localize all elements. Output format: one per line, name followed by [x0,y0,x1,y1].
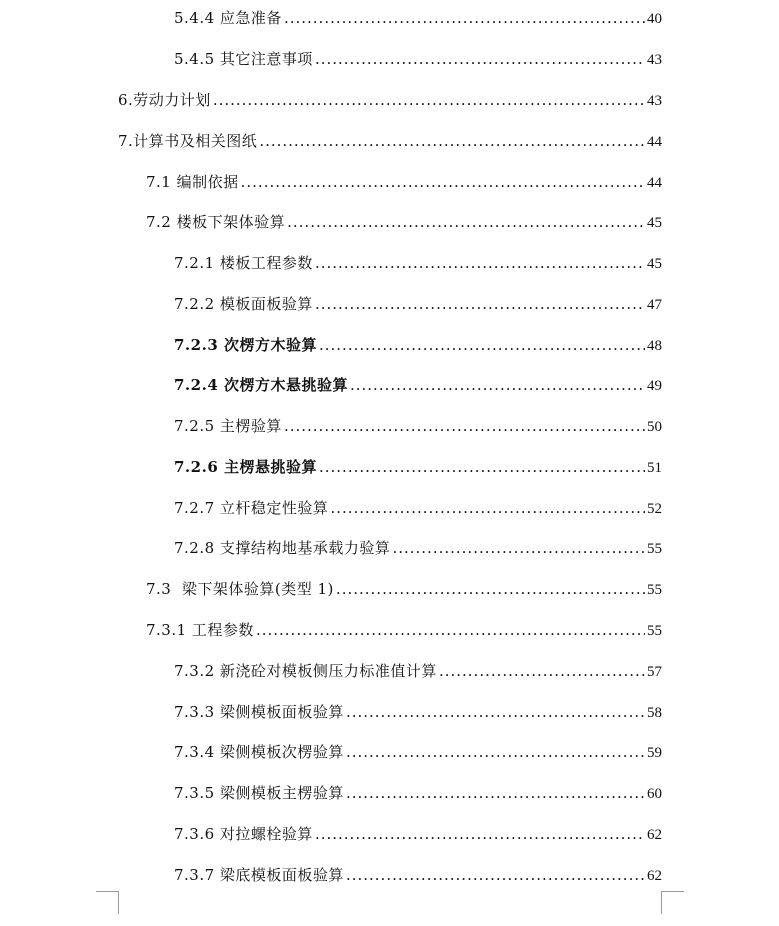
toc-entry-title: 7.3.3 梁侧模板面板验算 [174,703,344,721]
toc-entry[interactable] [174,48,662,70]
toc-entry-title: 7.3.2 新浇砼对模板侧压力标准值计算 [174,662,437,680]
toc-dot-leader [330,497,645,519]
toc-dot-leader [315,252,645,274]
toc-entry-page: 49 [647,378,662,394]
toc-entry[interactable] [174,741,662,763]
toc-entry-page: 52 [647,501,662,517]
toc-entry[interactable] [174,660,662,682]
toc-entry-title: 7.3.4 梁侧模板次楞验算 [174,743,344,761]
toc-entry-page: 40 [647,11,662,27]
toc-entry-page: 48 [647,338,662,354]
toc-entry[interactable] [118,89,662,111]
toc-entry[interactable] [146,619,662,641]
toc-entry[interactable] [146,578,662,600]
toc-entry-page: 58 [647,705,662,721]
toc-entry-title: 7.2.1 楼板工程参数 [174,254,313,272]
toc-dot-leader [392,537,645,559]
toc-dot-leader [346,701,645,723]
toc-entry-title: 7.3.6 对拉螺栓验算 [174,825,313,843]
toc-entry-page: 51 [647,460,662,476]
toc-dot-leader [256,619,645,641]
toc-dot-leader [319,456,645,478]
toc-dot-leader [346,782,645,804]
toc-entry[interactable] [174,497,662,519]
toc-dot-leader [346,741,645,763]
toc-entry[interactable] [146,171,662,193]
toc-dot-leader [284,7,645,29]
toc-dot-leader [259,130,645,152]
toc-entry-page: 60 [647,786,662,802]
toc-entry-title: 7.2.2 模板面板验算 [174,295,313,313]
toc-entry-page: 59 [647,745,662,761]
toc-entry-title: 7.1 编制依据 [146,173,239,191]
toc-entry[interactable] [174,252,662,274]
toc-entry[interactable] [146,211,662,233]
toc-entry-title: 7.3.5 梁侧模板主楞验算 [174,784,344,802]
toc-entry-title: 7.2.8 支撑结构地基承载力验算 [174,539,391,557]
toc-entry-page: 55 [647,623,662,639]
toc-entry-title: 7.2.4 次楞方木悬挑验算 [174,376,348,394]
toc-entry-title: 5.4.4 应急准备 [174,9,282,27]
toc-entry-page: 55 [647,541,662,557]
toc-entry-page: 45 [647,256,662,272]
toc-entry[interactable] [174,415,662,437]
toc-entry-title: 7.2.6 主楞悬挑验算 [174,458,317,476]
toc-dot-leader [213,89,645,111]
toc-entry[interactable] [174,864,662,886]
toc-dot-leader [315,293,645,315]
toc-entry-title: 7.计算书及相关图纸 [118,132,258,150]
toc-entry[interactable] [174,701,662,723]
toc-dot-leader [319,334,645,356]
margin-corner-mark-left [96,891,119,914]
toc-entry-title: 7.2.5 主楞验算 [174,417,282,435]
toc-dot-leader [241,171,645,193]
toc-entry[interactable] [118,130,662,152]
toc-entry-page: 43 [647,52,662,68]
toc-entry-title: 6.劳动力计划 [118,91,211,109]
toc-entry[interactable] [174,334,662,356]
margin-corner-mark-right [661,891,684,914]
toc-entry[interactable] [174,293,662,315]
toc-dot-leader [439,660,645,682]
toc-dot-leader [287,211,645,233]
toc-entry[interactable] [174,537,662,559]
toc-dot-leader [336,578,645,600]
toc-entry-page: 62 [647,868,662,884]
toc-dot-leader [315,48,645,70]
toc-dot-leader [346,864,645,886]
toc-entry-page: 45 [647,215,662,231]
toc-entry-title: 7.3.7 梁底模板面板验算 [174,866,344,884]
toc-entry-title: 7.2.7 立杆稳定性验算 [174,499,329,517]
toc-entry-page: 44 [647,175,662,191]
toc-entry-page: 55 [647,582,662,598]
toc-entry-title: 7.2 楼板下架体验算 [146,213,286,231]
toc-entry[interactable] [174,374,662,396]
toc-entry[interactable] [174,456,662,478]
toc-dot-leader [350,374,645,396]
toc-entry-page: 43 [647,93,662,109]
toc-dot-leader [315,823,645,845]
toc-entry-page: 62 [647,827,662,843]
toc-entry[interactable] [174,7,662,29]
toc-entry-title: 7.2.3 次楞方木验算 [174,336,317,354]
toc-entry-page: 47 [647,297,662,313]
toc-entry-title: 7.3.1 工程参数 [146,621,254,639]
toc-entry-title: 5.4.5 其它注意事项 [174,50,313,68]
toc-entry-page: 44 [647,134,662,150]
toc-entry[interactable] [174,823,662,845]
toc-dot-leader [284,415,645,437]
toc-entry-page: 57 [647,664,662,680]
toc-entry-page: 50 [647,419,662,435]
toc-entry[interactable] [174,782,662,804]
toc-entry-title: 7.3 梁下架体验算(类型 1) [146,580,334,598]
